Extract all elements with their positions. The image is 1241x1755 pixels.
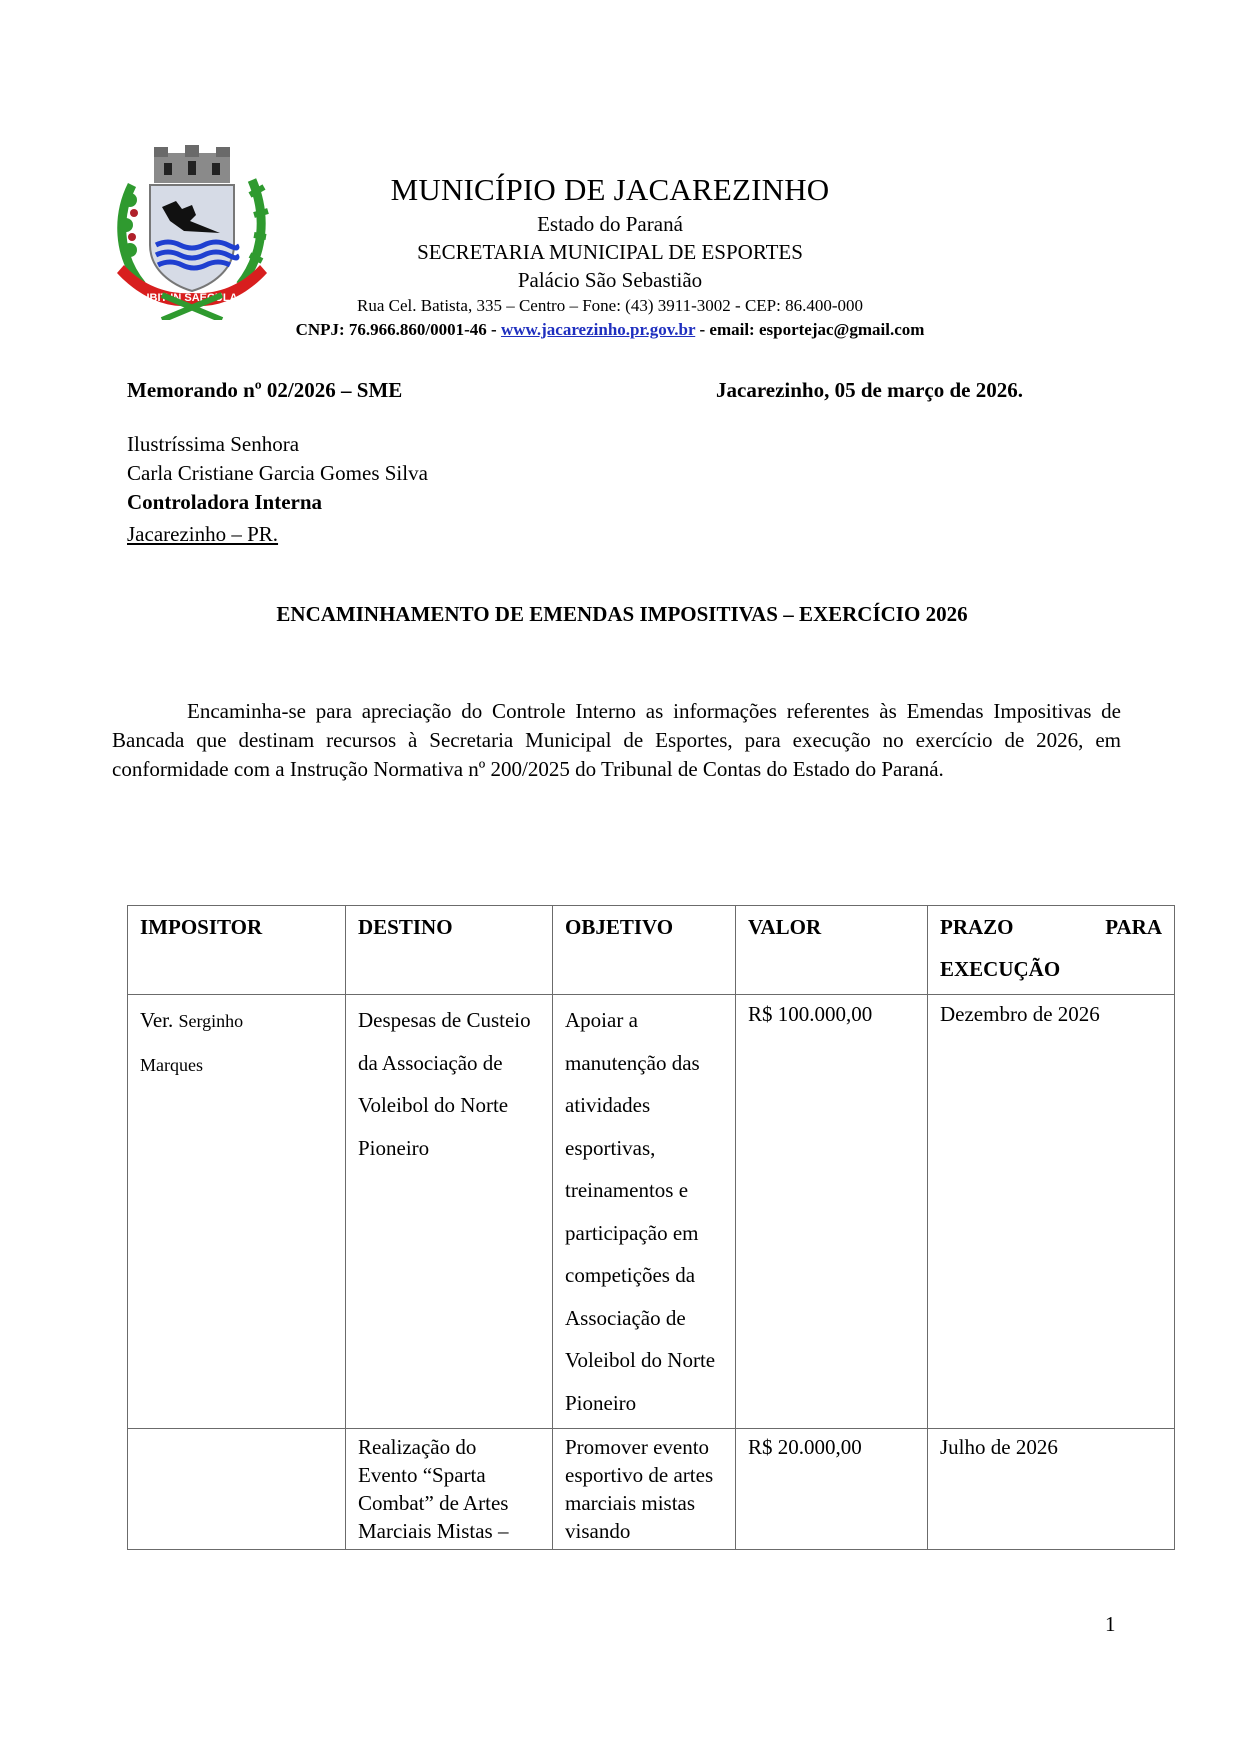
- impositor-last-name: Marques: [140, 1054, 203, 1075]
- memo-subject: ENCAMINHAMENTO DE EMENDAS IMPOSITIVAS – EXERCÍCIO 2026: [276, 602, 968, 626]
- recipient-name: Carla Cristiane Garcia Gomes Silva: [127, 461, 428, 485]
- website-link[interactable]: www.jacarezinho.pr.gov.br: [500, 320, 696, 339]
- impositor-title: Ver.: [140, 1008, 174, 1032]
- header-destino: DESTINO: [346, 906, 553, 995]
- state-name: Estado do Paraná: [537, 212, 683, 236]
- cell-valor: R$ 100.000,00: [736, 995, 928, 1429]
- cell-destino: Despesas de Custeio da Associação de Voleibol do Norte Pioneiro: [346, 995, 553, 1429]
- table-row: [128, 1429, 1175, 1550]
- memo-number: Memorando nº 02/2026 – SME: [127, 378, 403, 402]
- header-impositor: IMPOSITOR: [128, 906, 346, 995]
- header-objetivo: OBJETIVO: [553, 906, 736, 995]
- cell-valor: R$ 20.000,00: [736, 1429, 928, 1550]
- cell-prazo: Julho de 2026: [928, 1429, 1175, 1550]
- cell-impositor: [128, 1429, 346, 1550]
- recipient-salutation: Ilustríssima Senhora: [127, 432, 300, 456]
- municipal-crest-logo: [112, 145, 272, 320]
- municipality-title: MUNICÍPIO DE JACAREZINHO: [390, 172, 830, 207]
- cell-objetivo: Promover evento esportivo de artes marciais mistas visando: [553, 1429, 736, 1550]
- cell-objetivo: Apoiar a manutenção das atividades esportivas, treinamentos e participação em competições da Associação de Voleibol do Norte Pioneiro: [553, 995, 736, 1429]
- header-prazo-word3: EXECUÇÃO: [940, 957, 1061, 981]
- cell-prazo: Dezembro de 2026: [928, 995, 1175, 1429]
- header-prazo-word1: PRAZO: [940, 915, 1014, 939]
- header-prazo-word2: PARA: [1105, 915, 1162, 939]
- impositor-first-name: Serginho: [178, 1011, 244, 1031]
- header-address: Rua Cel. Batista, 335 – Centro – Fone: (43) 3911-3002 - CEP: 86.400-000: [356, 296, 864, 315]
- cell-impositor: [128, 995, 346, 1429]
- recipient-role: Controladora Interna: [127, 490, 323, 514]
- crest-motto: IBIT IN SAECULA: [146, 292, 238, 304]
- secretariat-name: SECRETARIA MUNICIPAL DE ESPORTES: [417, 240, 803, 264]
- table-row: [128, 995, 1175, 1429]
- palace-name: Palácio São Sebastião: [517, 268, 703, 292]
- header-valor: VALOR: [736, 906, 928, 995]
- header-contact-line: [260, 320, 960, 340]
- amendments-table: [127, 905, 1175, 1550]
- crest-icon: [112, 145, 272, 320]
- page-number: 1: [1105, 1612, 1116, 1636]
- recipient-city: Jacarezinho – PR.: [127, 522, 279, 546]
- memo-date: Jacarezinho, 05 de março de 2026.: [716, 378, 1023, 402]
- memo-body-paragraph: Encaminha-se para apreciação do Controle Interno as informações referentes às Emendas Impositivas de Bancada que destinam recursos à Secretaria Municipal de Esportes, para execução no exercício de 2026, em conformidade com a Instrução Normativa nº 200/2025 do Tribunal de Contas do Estado do Paraná.: [112, 699, 1121, 781]
- table-header-row: [128, 906, 1175, 995]
- header-prazo: [928, 906, 1175, 995]
- cnpj-text: CNPJ: 76.966.860/0001-46 -: [295, 320, 501, 339]
- email-text: - email: esportejac@gmail.com: [695, 320, 925, 339]
- cell-destino: Realização do Evento “Sparta Combat” de Artes Marciais Mistas –: [346, 1429, 553, 1550]
